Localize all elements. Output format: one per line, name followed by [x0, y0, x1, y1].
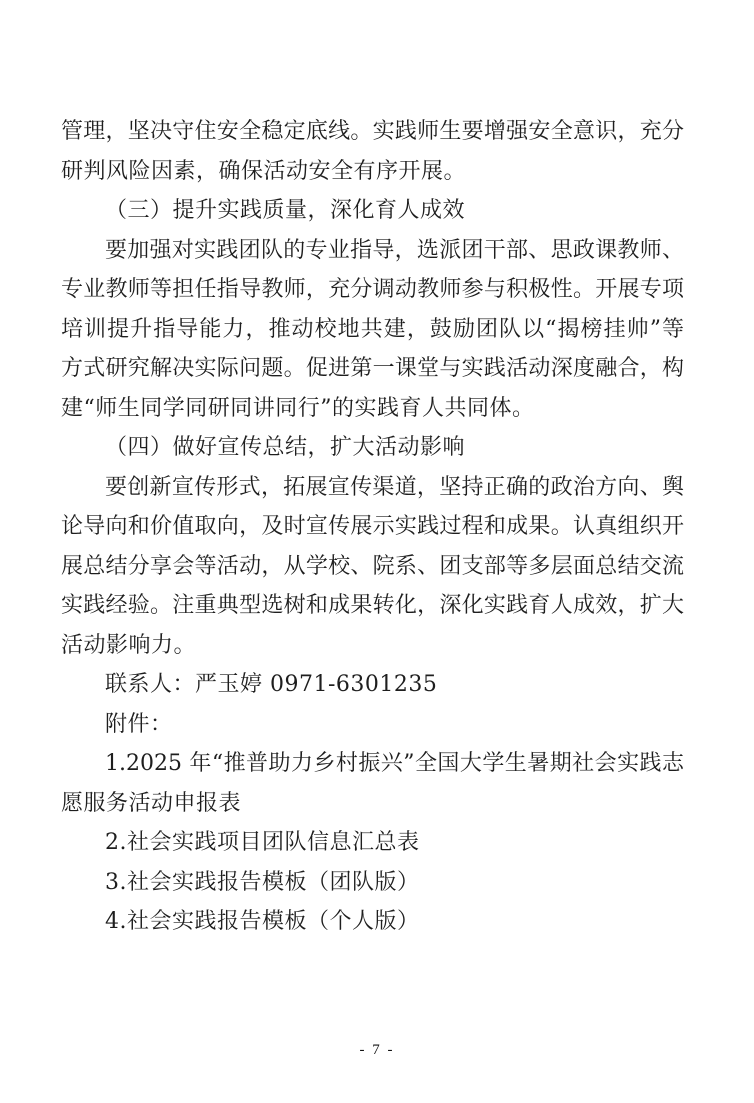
attachment-item: 2.社会实践项目团队信息汇总表 [105, 830, 420, 855]
attachments-label: 附件： [105, 711, 173, 737]
page-number: - 7 - [359, 1042, 395, 1058]
page-footer [0, 1039, 754, 1059]
body-line: 活动影响力。 [61, 632, 197, 658]
body-line: 论导向和价值取向，及时宣传展示实践过程和成果。认真组织开 [61, 514, 684, 539]
body-line: 方式研究解决实际问题。促进第一课堂与实践活动深度融合，构 [61, 356, 684, 381]
attachment-item: 3.社会实践报告模板（团队版） [105, 869, 420, 895]
attachment-item: 4.社会实践报告模板（个人版） [105, 909, 420, 934]
body-line: 要创新宣传形式，拓展宣传渠道，坚持正确的政治方向、舆 [105, 474, 684, 500]
document-body [61, 112, 684, 942]
body-line: 实践经验。注重典型选树和成果转化，深化实践育人成效，扩大 [61, 593, 684, 618]
contact-line: 联系人：严玉婷 0971-6301235 [105, 672, 438, 697]
body-line: 建“师生同学同研同讲同行”的实践育人共同体。 [61, 395, 535, 421]
body-line: 要加强对实践团队的专业指导，选派团干部、思政课教师、 [105, 237, 684, 263]
section-heading: （四）做好宣传总结，扩大活动影响 [105, 435, 466, 460]
body-line: 培训提升指导能力，推动校地共建，鼓励团队以“揭榜挂帅”等 [61, 316, 684, 342]
body-line: 研判风险因素，确保活动安全有序开展。 [61, 158, 467, 184]
attachment-item: 愿服务活动申报表 [61, 790, 242, 816]
body-line: 管理，坚决守住安全稳定底线。实践师生要增强安全意识，充分 [61, 119, 684, 144]
body-line: 展总结分享会等活动，从学校、院系、团支部等多层面总结交流 [61, 553, 684, 579]
attachment-item: 1.2025 年“推普助力乡村振兴”全国大学生暑期社会实践志 [105, 751, 684, 776]
section-heading: （三）提升实践质量，深化育人成效 [105, 198, 466, 223]
body-line: 专业教师等担任指导教师，充分调动教师参与积极性。开展专项 [61, 277, 684, 302]
